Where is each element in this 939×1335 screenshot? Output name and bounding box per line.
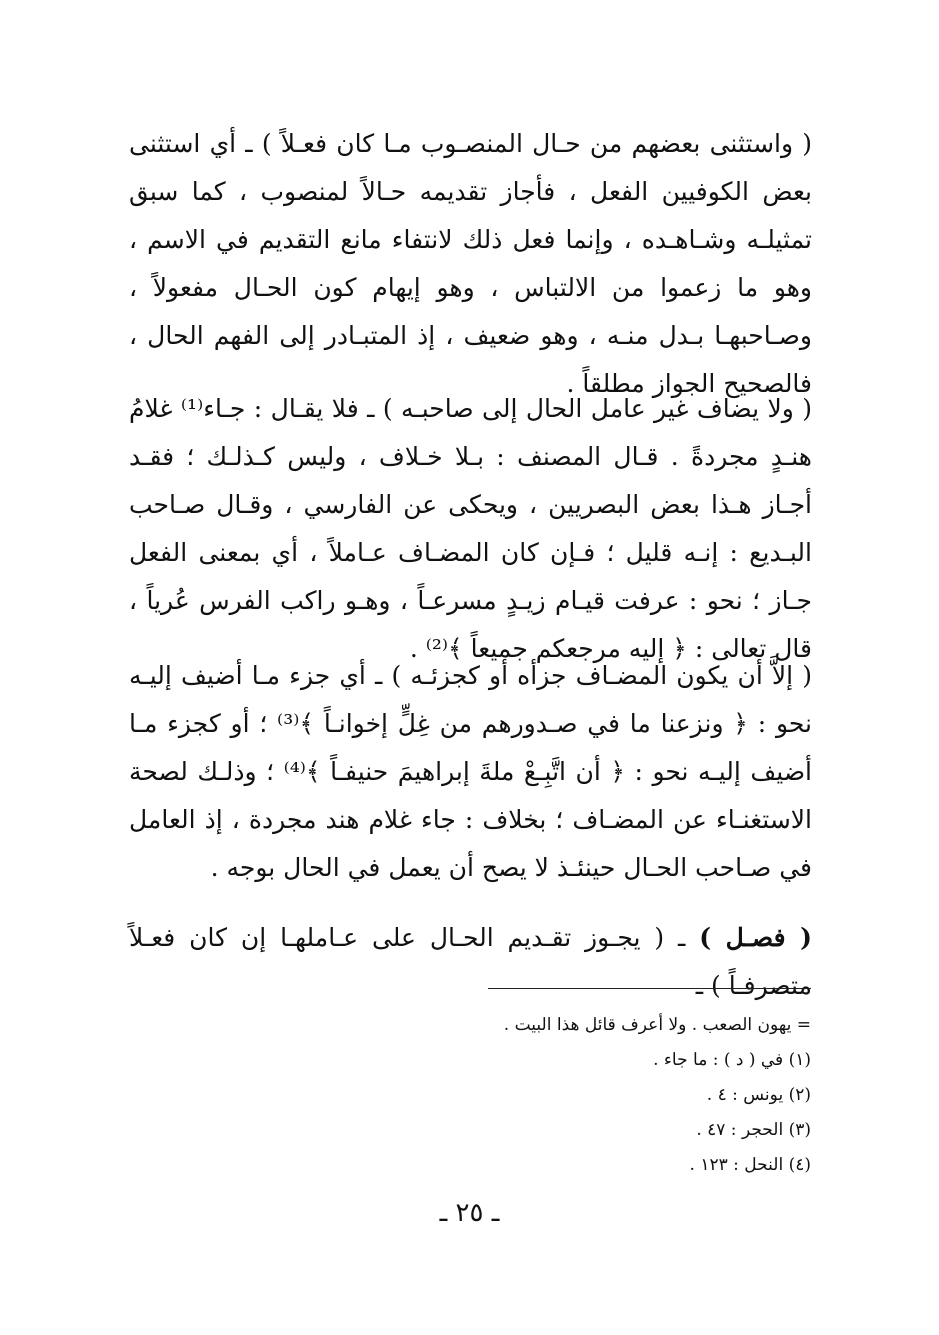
section-heading: ( فصـل ) <box>699 923 813 952</box>
footnotes <box>451 1008 811 1183</box>
paragraph-3: ( إلاَّ أن يكون المضـاف جزأه أو كجزئـه ) ـ أي جزء مـا أضيف إليـه نحو : ﴿ ونزعنا ما في صـدورهم من غِلٍّ إخوانـاً ﴾⁽³⁾ ؛ أو كجزء مـا أضيف إليـه نحو : ﴿ أن اتَّبِـعْ ملةَ إبراهيمَ حنيفـاً ﴾⁽⁴⁾ ؛ وذلـك لصحة الاستغنـاء عن المضـاف ؛ بخلاف : جاء غلام هند مجردة ، إذ العامل في صـاحب الحـال حينئـذ لا يصح أن يعمل في الحال بوجه . <box>129 661 812 882</box>
section-text: ـ ( يجـوز تقـديم الحـال على عـاملهـا إن كان فعـلاً متصرفـاً ) ـ <box>129 923 812 1000</box>
footnote-4: (٤) النحل : ١٢٣ . <box>689 1155 811 1175</box>
footnote-2: (٢) يونس : ٤ . <box>706 1085 811 1105</box>
footnote-3: (٣) الحجر : ٤٧ . <box>696 1120 811 1140</box>
paragraph-2: ( ولا يضاف غير عامل الحال إلى صاحبـه ) ـ فلا يقـال : جـاء⁽¹⁾ غلامُ هنـدٍ مجردةً . قـال المصنف : بـلا خـلاف ، وليس كـذلـك ؛ فقـد أجـاز هـذا بعض البصريين ، ويحكى عن الفارسي ، وقـال صـاحب البـديع : إنـه قليل ؛ فـإن كان المضـاف عـاملاً ، أي بمعنى الفعل جـاز ؛ نحو : عرفت قيـام زيـدٍ مسرعـاً ، وهـو راكب الفرس عُرياً ، قال تعالى : ﴿ إليه مرجعكم جميعاً ﴾⁽²⁾ . <box>129 394 813 663</box>
footnote-divider <box>488 988 811 989</box>
page-number: ـ ٢٥ ـ <box>439 1198 500 1228</box>
footnote-continuation: = يهون الصعب . ولا أعرف قائل هذا البيت . <box>503 1015 811 1035</box>
section-paragraph <box>129 914 812 1010</box>
footnote-1: (١) في ( د ) : ما جاء . <box>653 1050 811 1070</box>
paragraph-1: ( واستثنى بعضهم من حـال المنصـوب مـا كان فعـلاً ) ـ أي استثنى بعض الكوفيين الفعل ، فأجاز تقديمه حـالاً لمنصوب ، كما سبق تمثيلـه وشـاهـده ، وإنما فعل ذلك لانتفاء مانع التقديم في الاسم ، وهو ما زعموا من الالتباس ، وهو إيهام كون الحـال مفعولاً ، وصـاحبهـا بـدل منـه ، وهو ضعيف ، إذ المتبـادر إلى الفهم الحال ، فالصحيح الجواز مطلقاً . <box>129 129 812 398</box>
